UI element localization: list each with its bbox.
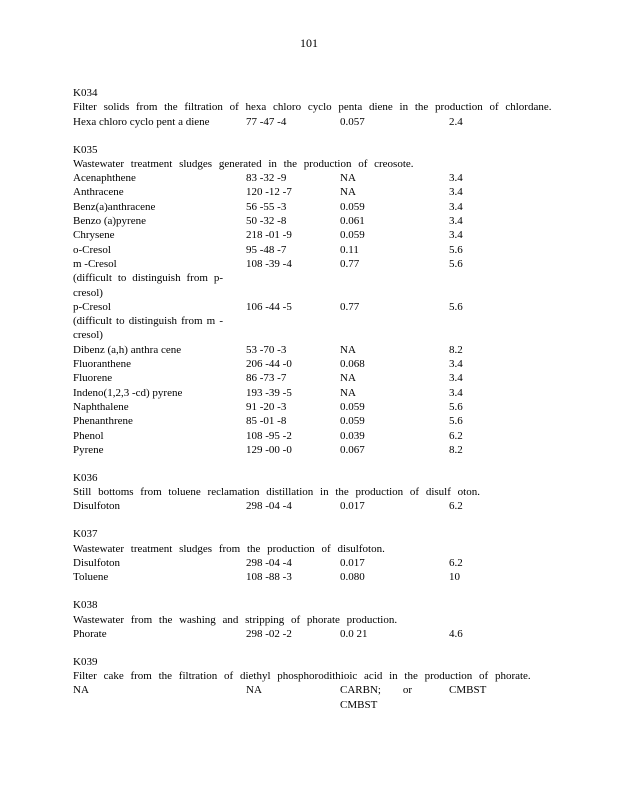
constituent-name: Fluoranthene	[73, 358, 132, 371]
constituent-row	[73, 556, 513, 570]
waste-code-list	[73, 86, 552, 726]
treatment-level: 6.2	[449, 500, 463, 513]
constituent-name: Toluene	[73, 571, 109, 584]
cas-number: 108 -95 -2	[246, 429, 292, 442]
concentration-value: NA	[340, 386, 356, 399]
cas-number: 56 -55 -3	[246, 200, 287, 213]
waste-description: Filter solids from the filtration of hexa chloro cyclo penta diene in the production of chlordane.	[73, 101, 552, 114]
concentration-value: 0.11	[340, 243, 359, 256]
cas-number: 106 -44 -5	[246, 300, 292, 313]
constituent-row	[73, 243, 513, 257]
treatment-level: 5.6	[449, 415, 463, 428]
waste-description: Wastewater from the washing and stripping of phorate production.	[73, 613, 398, 626]
treatment-level: 3.4	[449, 172, 463, 185]
constituent-row	[73, 429, 513, 443]
note-line: (difficult to distinguish from p-	[73, 272, 223, 285]
waste-section	[73, 598, 513, 641]
constituent-row	[73, 214, 513, 228]
concentration-value: 0.017	[340, 556, 365, 569]
constituent-row	[73, 627, 513, 641]
treatment-level: CMBST	[449, 684, 487, 697]
treatment-level: 3.4	[449, 358, 463, 371]
treatment-level: 5.6	[449, 243, 463, 256]
concentration-value: 0.067	[340, 443, 365, 456]
concentration-value: 0.77	[340, 257, 360, 270]
constituent-name: o-Cresol	[73, 243, 111, 256]
page-number: 101	[300, 36, 318, 50]
concentration-value: NA	[340, 372, 356, 385]
treatment-level: 3.4	[449, 386, 463, 399]
cas-number: 77 -47 -4	[246, 115, 287, 128]
constituent-row	[73, 228, 513, 242]
waste-code: K034	[73, 87, 98, 99]
cas-number: 53 -70 -3	[246, 343, 287, 356]
constituent-row	[73, 371, 513, 385]
treatment-level: 4.6	[449, 627, 463, 640]
constituent-name: p-Cresol	[73, 300, 111, 313]
constituent-row	[73, 499, 513, 513]
waste-code: K036	[73, 471, 98, 484]
waste-section	[73, 86, 552, 129]
constituent-name: Disulfoton	[73, 556, 121, 569]
cas-number: 120 -12 -7	[246, 186, 292, 199]
treatment-level: 2.4	[449, 115, 463, 128]
constituent-name: NA	[73, 684, 89, 697]
concentration-value: NA	[340, 343, 356, 356]
treatment-level: 3.4	[449, 200, 463, 213]
concentration-value: 0.017	[340, 500, 365, 513]
concentration-value: 0.059	[340, 415, 365, 428]
waste-description: Filter cake from the filtration of diethyl phosphorodithioic acid in the production of phorate.	[73, 670, 531, 683]
note-line: cresol)	[73, 329, 103, 342]
waste-code: K035	[73, 143, 98, 156]
constituent-row	[73, 400, 513, 414]
concentration-value: 0.061	[340, 215, 365, 228]
constituent-row	[73, 171, 513, 185]
concentration-value: 0.059	[340, 400, 365, 413]
waste-code: K037	[73, 528, 98, 541]
constituent-name: Chrysene	[73, 229, 115, 242]
cas-number: 50 -32 -8	[246, 215, 287, 228]
constituent-row	[73, 300, 513, 314]
constituent-row	[73, 343, 513, 357]
waste-section	[73, 143, 513, 458]
concentration-value: 0.057	[340, 115, 365, 128]
waste-section	[73, 527, 513, 584]
constituent-name: Benz(a)anthracene	[73, 200, 156, 213]
constituent-name: Anthracene	[73, 186, 124, 199]
cas-number: 298 -04 -4	[246, 500, 292, 513]
constituent-name: Phorate	[73, 627, 107, 640]
treatment-level: 6.2	[449, 556, 463, 569]
constituent-row	[73, 683, 513, 712]
constituent-row	[73, 357, 513, 371]
cas-number: 298 -04 -4	[246, 556, 292, 569]
waste-description: Wastewater treatment sludges from the production of disulfoton.	[73, 542, 385, 555]
concentration-value: NA	[340, 186, 356, 199]
cas-number: 91 -20 -3	[246, 400, 287, 413]
treatment-level: 5.6	[449, 300, 463, 313]
concentration-value: NA	[340, 172, 356, 185]
waste-description: Still bottoms from toluene reclamation distillation in the production of disulf oton.	[73, 486, 480, 499]
constituent-name: Hexa chloro cyclo pent a diene	[73, 115, 210, 128]
cas-number: 86 -73 -7	[246, 372, 287, 385]
cas-number: 108 -88 -3	[246, 571, 292, 584]
cas-number: 218 -01 -9	[246, 229, 292, 242]
constituent-note	[73, 271, 513, 300]
cas-number: 95 -48 -7	[246, 243, 287, 256]
constituent-name: Acenaphthene	[73, 172, 136, 185]
constituent-name: Pyrene	[73, 443, 104, 456]
treatment-level: 3.4	[449, 229, 463, 242]
constituent-row	[73, 414, 513, 428]
constituent-name: Benzo (a)pyrene	[73, 215, 146, 228]
treatment-level: 3.4	[449, 372, 463, 385]
treatment-level: 8.2	[449, 343, 463, 356]
cas-number: 85 -01 -8	[246, 415, 287, 428]
waste-description: Wastewater treatment sludges generated in the production of creosote.	[73, 157, 414, 170]
waste-code: K039	[73, 655, 98, 668]
constituent-name: Naphthalene	[73, 400, 129, 413]
concentration-value: 0.068	[340, 358, 365, 371]
treatment-level: 5.6	[449, 400, 463, 413]
concentration-value: 0.77	[340, 300, 360, 313]
treatment-level: 6.2	[449, 429, 463, 442]
cas-number: 108 -39 -4	[246, 257, 292, 270]
constituent-row	[73, 386, 513, 400]
constituent-row	[73, 257, 513, 271]
constituent-row	[73, 200, 513, 214]
treatment-level: 10	[449, 571, 460, 584]
constituent-row	[73, 570, 513, 584]
constituent-name: Phenanthrene	[73, 415, 133, 428]
constituent-name: Disulfoton	[73, 500, 121, 513]
cas-number: 129 -00 -0	[246, 443, 292, 456]
treatment-level: 3.4	[449, 186, 463, 199]
treatment-level: 5.6	[449, 257, 463, 270]
concentration-value: 0.059	[340, 200, 365, 213]
constituent-name: Phenol	[73, 429, 104, 442]
treatment-level: 3.4	[449, 215, 463, 228]
concentration-value: 0.0 21	[340, 627, 368, 640]
note-line: cresol)	[73, 286, 103, 299]
constituent-note	[73, 314, 513, 343]
concentration-value: 0.080	[340, 571, 365, 584]
cas-number: 206 -44 -0	[246, 358, 292, 371]
waste-code: K038	[73, 599, 98, 612]
cas-number: 298 -02 -2	[246, 627, 292, 640]
constituent-name: Dibenz (a,h) anthra cene	[73, 343, 182, 356]
constituent-row	[73, 115, 513, 129]
constituent-row	[73, 443, 513, 457]
constituent-row	[73, 185, 513, 199]
constituent-name: Fluorene	[73, 372, 113, 385]
waste-section	[73, 471, 513, 514]
concentration-value: 0.059	[340, 229, 365, 242]
cas-number: NA	[246, 684, 262, 697]
cas-number: 83 -32 -9	[246, 172, 287, 185]
treatment-level: 8.2	[449, 443, 463, 456]
waste-section	[73, 655, 531, 712]
constituent-name: m -Cresol	[73, 257, 117, 270]
cas-number: 193 -39 -5	[246, 386, 292, 399]
concentration-value: CARBN; or CMBST	[340, 684, 412, 711]
constituent-name: Indeno(1,2,3 -cd) pyrene	[73, 386, 183, 399]
concentration-value: 0.039	[340, 429, 365, 442]
note-line: (difficult to distinguish from m -	[73, 315, 223, 328]
